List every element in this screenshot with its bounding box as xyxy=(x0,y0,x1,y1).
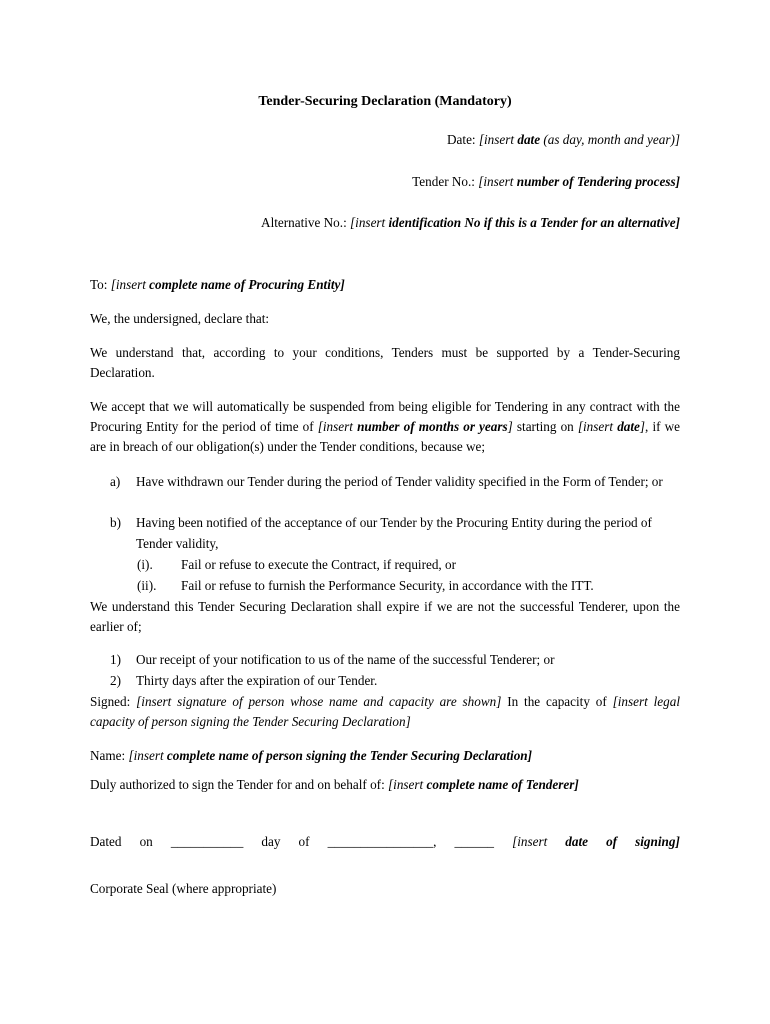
tender-insert-open: [insert xyxy=(478,174,517,189)
list-text-2: Thirty days after the expiration of our Tender. xyxy=(136,673,378,688)
name-line xyxy=(90,746,680,766)
signed-insert-signature: [insert signature of person whose name and capacity are shown] xyxy=(136,694,502,709)
list-text-1: Our receipt of your notification to us of the name of the successful Tenderer; or xyxy=(136,652,555,667)
name-label: Name: xyxy=(90,748,129,763)
dated-insert-open: [insert xyxy=(512,834,548,849)
list-text-a: Have withdrawn our Tender during the period of Tender validity specified in the Form of Tender; or xyxy=(136,474,663,489)
expire-paragraph: We understand this Tender Securing Declaration shall expire if we are not the successful Tenderer, upon the earlier of; xyxy=(90,599,680,634)
accept-part3: , if we are in breach of our obligation(s) under the Tender conditions, because we; xyxy=(90,419,681,454)
declare-paragraph: We, the undersigned, declare that: xyxy=(90,311,270,326)
alternative-number-line xyxy=(261,215,680,231)
sub-marker-i: (i). xyxy=(137,557,153,572)
list-marker-b: b) xyxy=(110,515,121,530)
sub-item-i xyxy=(137,555,456,575)
dated-insert-of: of xyxy=(606,834,618,849)
signed-paragraph xyxy=(90,692,680,732)
to-line xyxy=(90,275,680,295)
sub-text-i: Fail or refuse to execute the Contract, if required, or xyxy=(181,557,456,572)
dated-blank-month: ________________, xyxy=(327,834,437,849)
list-marker-2: 2) xyxy=(110,673,121,688)
date-label: Date: xyxy=(447,132,479,147)
page-title: Tender-Securing Declaration (Mandatory) xyxy=(258,94,512,109)
list-item-b xyxy=(110,513,680,554)
list-marker-1: 1) xyxy=(110,652,121,667)
accept-part2: starting on xyxy=(512,419,578,434)
sub-item-ii xyxy=(137,576,594,596)
signed-label: Signed: xyxy=(90,694,137,709)
dated-on-word: on xyxy=(139,834,153,849)
authorized-insert-bold: complete name of Tenderer] xyxy=(426,777,579,792)
dated-insert-signing: signing] xyxy=(635,834,680,849)
dated-blank-day: ___________ xyxy=(170,834,244,849)
name-insert-open: [insert xyxy=(128,748,167,763)
tender-number-label: Tender No.: xyxy=(412,174,479,189)
date-insert-close: (as day, month and year)] xyxy=(540,132,680,147)
to-insert-bold: complete name of Procuring Entity] xyxy=(149,277,345,292)
accept-part1: We accept that we will automatically be suspended from being eligible for Tendering in any contract with the Procuring Entity for the period of time of xyxy=(90,399,680,434)
dated-line xyxy=(90,834,680,850)
accept-insert2-open: [insert xyxy=(577,419,618,434)
alternative-insert-open: [insert xyxy=(350,215,389,230)
alternative-label: Alternative No.: xyxy=(261,215,351,230)
dated-word: Dated xyxy=(90,834,122,849)
name-insert-bold: complete name of person signing the Tender Securing Declaration] xyxy=(166,748,533,763)
tender-number-line xyxy=(412,174,680,190)
dated-blank-year: ______ xyxy=(454,834,494,849)
sub-marker-ii: (ii). xyxy=(137,578,157,593)
accept-insert1-bold: number of months or years xyxy=(357,419,508,434)
date-insert-open: [insert xyxy=(478,132,518,147)
date-insert-bold: date xyxy=(517,132,541,147)
corporate-seal-line: Corporate Seal (where appropriate) xyxy=(90,881,277,896)
tender-insert-bold: number of Tendering process] xyxy=(516,174,680,189)
sub-text-ii: Fail or refuse to furnish the Performance Security, in accordance with the ITT. xyxy=(181,578,594,593)
alternative-insert-bold: identification No if this is a Tender for an alternative] xyxy=(388,215,680,230)
list-item-2 xyxy=(110,671,680,692)
accept-insert2-bold: date xyxy=(617,419,640,434)
dated-of-word: of xyxy=(298,834,310,849)
dated-day-word: day xyxy=(261,834,281,849)
authorized-line xyxy=(90,775,680,795)
to-insert-open: [insert xyxy=(110,277,150,292)
list-marker-a: a) xyxy=(110,474,121,489)
accept-insert2-close: ] xyxy=(639,419,646,434)
date-line xyxy=(447,132,680,148)
signed-insert-capacity: [insert legal capacity of person signing the Tender Securing Declaration] xyxy=(90,694,680,729)
accept-paragraph xyxy=(90,397,680,457)
accept-insert1-open: [insert xyxy=(317,419,358,434)
accept-insert1-close: ] xyxy=(507,419,513,434)
understand-paragraph: We understand that, according to your conditions, Tenders must be supported by a Tender-Securing Declaration. xyxy=(90,345,680,380)
to-label: To: xyxy=(90,277,111,292)
list-item-1 xyxy=(110,650,680,671)
list-item-a xyxy=(110,472,680,493)
dated-insert-date: date xyxy=(565,834,589,849)
signed-capacity-text: In the capacity of xyxy=(501,694,613,709)
list-text-b: Having been notified of the acceptance of our Tender by the Procuring Entity during the period of Tender validity, xyxy=(136,515,652,551)
authorized-insert-open: [insert xyxy=(388,777,427,792)
authorized-label: Duly authorized to sign the Tender for and on behalf of: xyxy=(90,777,389,792)
